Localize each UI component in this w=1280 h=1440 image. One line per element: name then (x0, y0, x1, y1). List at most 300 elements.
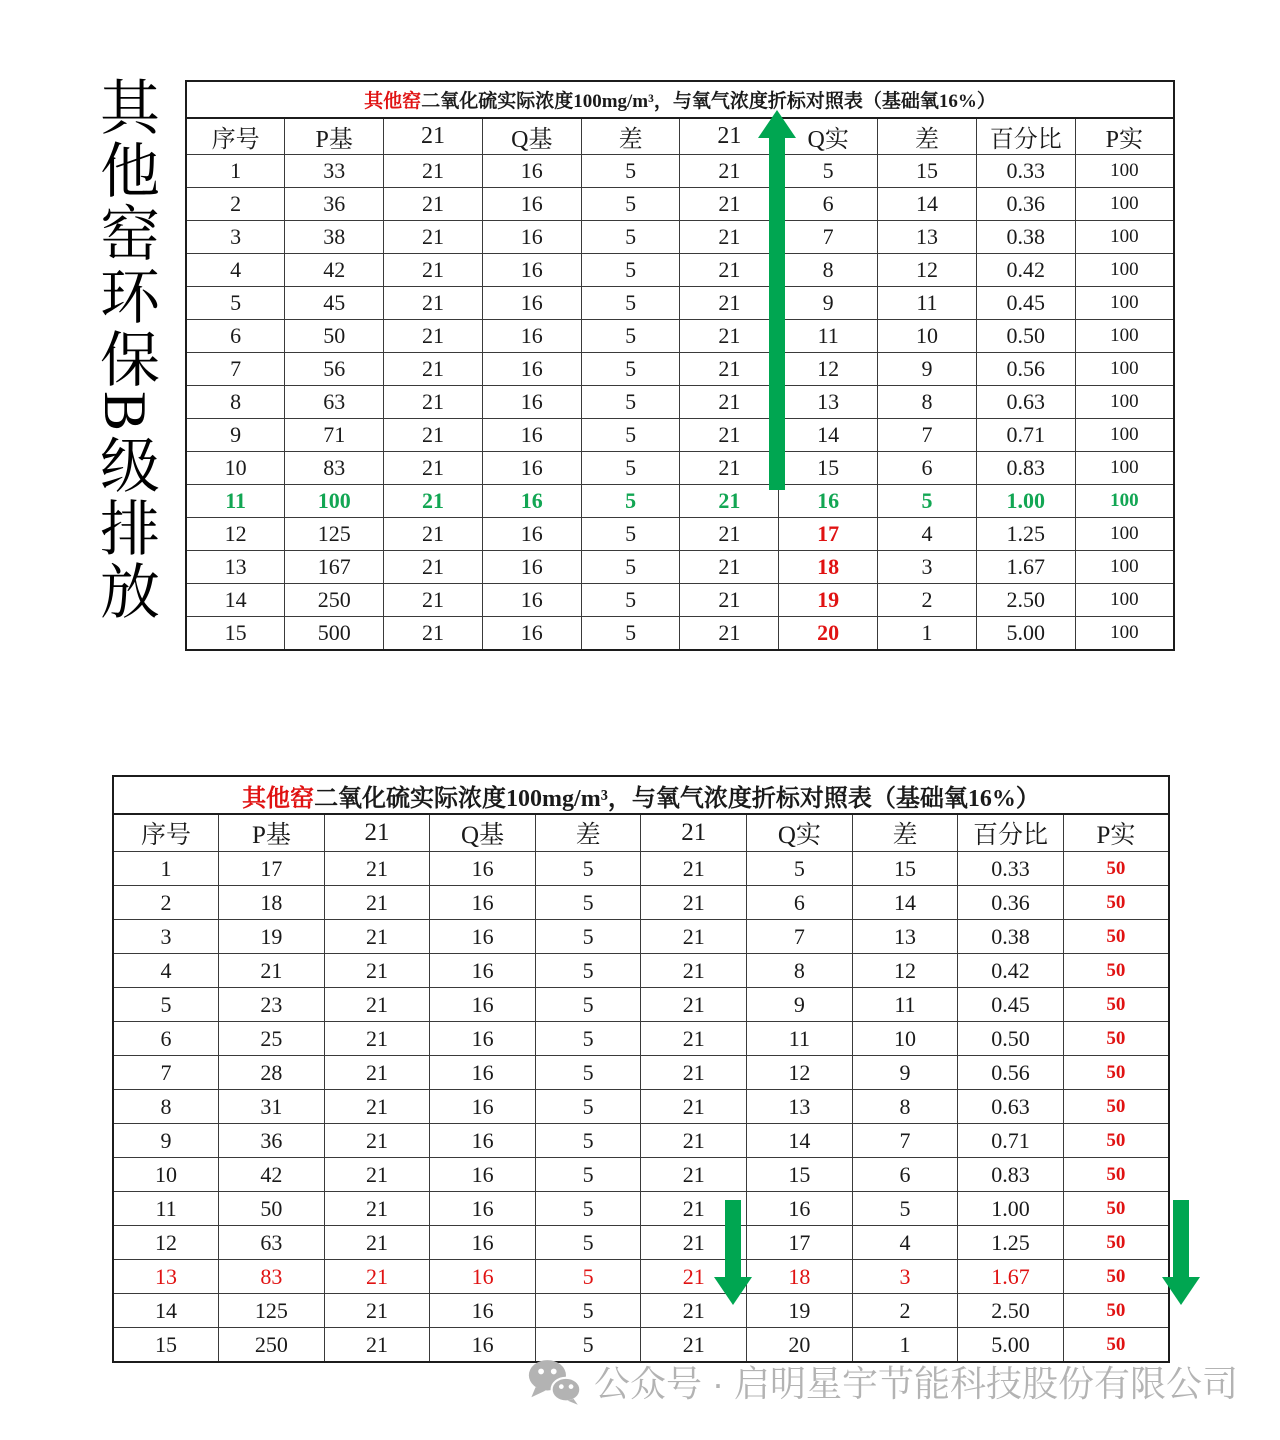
table-cell: 36 (285, 188, 384, 221)
table-cell: 14 (186, 584, 285, 617)
table-cell: 5 (581, 518, 680, 551)
table-cell: 9 (747, 988, 853, 1022)
table-cell: 12 (113, 1226, 219, 1260)
table-cell: 5 (535, 1124, 641, 1158)
column-header: 百分比 (958, 814, 1064, 852)
table-cell: 16 (430, 1090, 536, 1124)
column-header: P基 (219, 814, 325, 852)
table-cell: 4 (852, 1226, 958, 1260)
table-cell: 7 (747, 920, 853, 954)
down-arrow-head (1162, 1277, 1200, 1305)
table-cell: 5 (581, 320, 680, 353)
table-cell: 21 (641, 1022, 747, 1056)
table-cell: 15 (113, 1328, 219, 1363)
table-cell: 50 (1063, 1124, 1169, 1158)
table-cell: 21 (680, 584, 779, 617)
table-row (113, 1090, 1169, 1124)
table-cell: 18 (779, 551, 878, 584)
table-cell: 21 (324, 1056, 430, 1090)
table-cell: 21 (384, 287, 483, 320)
up-arrow-shaft (769, 136, 785, 490)
table-cell: 25 (219, 1022, 325, 1056)
table-cell: 21 (324, 1158, 430, 1192)
table-cell: 0.38 (958, 920, 1064, 954)
table-row (186, 287, 1174, 320)
table-cell: 21 (641, 1158, 747, 1192)
table-cell: 83 (219, 1260, 325, 1294)
down-arrow-shaft (1173, 1200, 1189, 1279)
table-cell: 0.42 (976, 254, 1075, 287)
table-cell: 7 (113, 1056, 219, 1090)
table-cell: 0.50 (958, 1022, 1064, 1056)
table-cell: 16 (430, 1056, 536, 1090)
table-cell: 5 (779, 155, 878, 188)
table-cell: 0.63 (958, 1090, 1064, 1124)
table-cell: 16 (747, 1192, 853, 1226)
table-cell: 21 (680, 452, 779, 485)
table-cell: 31 (219, 1090, 325, 1124)
conversion-table-bottom (112, 775, 1170, 1363)
table-cell: 100 (1075, 353, 1174, 386)
table-cell: 250 (219, 1328, 325, 1363)
up-arrow-icon (758, 110, 796, 490)
table-cell: 3 (113, 920, 219, 954)
down-arrow-icon (714, 1200, 752, 1305)
table-cell: 3 (852, 1260, 958, 1294)
table-cell: 0.42 (958, 954, 1064, 988)
table-cell: 9 (186, 419, 285, 452)
table-cell: 500 (285, 617, 384, 651)
table-row (186, 551, 1174, 584)
table-cell: 9 (113, 1124, 219, 1158)
table-cell: 167 (285, 551, 384, 584)
table-cell: 18 (747, 1260, 853, 1294)
table-cell: 21 (641, 1226, 747, 1260)
table-cell: 50 (1063, 1158, 1169, 1192)
table-cell: 21 (324, 852, 430, 886)
table-row (186, 584, 1174, 617)
table-cell: 5 (581, 617, 680, 651)
table-row (186, 254, 1174, 287)
table-cell: 4 (113, 954, 219, 988)
table-cell: 15 (186, 617, 285, 651)
table-cell: 5 (581, 254, 680, 287)
table-cell: 9 (852, 1056, 958, 1090)
table-cell: 13 (113, 1260, 219, 1294)
table-cell: 50 (219, 1192, 325, 1226)
table-cell: 21 (384, 485, 483, 518)
down-arrow-head (714, 1277, 752, 1305)
table-cell: 125 (219, 1294, 325, 1328)
table-cell: 6 (878, 452, 977, 485)
table-cell: 100 (1075, 419, 1174, 452)
table-cell: 21 (641, 988, 747, 1022)
column-header: Q基 (482, 118, 581, 155)
table-cell: 100 (1075, 320, 1174, 353)
table-title (186, 81, 1174, 118)
table-cell: 16 (482, 386, 581, 419)
table-cell: 50 (1063, 1226, 1169, 1260)
table-cell: 100 (1075, 452, 1174, 485)
table-cell: 14 (852, 886, 958, 920)
table-cell: 14 (878, 188, 977, 221)
table-cell: 0.33 (958, 852, 1064, 886)
table-cell: 100 (1075, 188, 1174, 221)
table-cell: 21 (680, 155, 779, 188)
table-cell: 71 (285, 419, 384, 452)
table-cell: 63 (219, 1226, 325, 1260)
table-cell: 16 (482, 452, 581, 485)
table-cell: 11 (779, 320, 878, 353)
table-cell: 2 (878, 584, 977, 617)
table-cell: 21 (680, 287, 779, 320)
table-cell: 16 (430, 954, 536, 988)
table-cell: 17 (747, 1226, 853, 1260)
table-cell: 16 (430, 1328, 536, 1363)
table-cell: 21 (384, 551, 483, 584)
table-cell: 0.71 (976, 419, 1075, 452)
table-row (186, 353, 1174, 386)
table-title (113, 776, 1169, 814)
table-cell: 5 (581, 221, 680, 254)
table-cell: 0.56 (958, 1056, 1064, 1090)
title-row (186, 81, 1174, 118)
watermark-text: 公众号 · 启明星宇节能科技股份有限公司 (594, 1363, 1238, 1404)
column-header: 序号 (186, 118, 285, 155)
table-cell: 33 (285, 155, 384, 188)
table-row (113, 886, 1169, 920)
header-row (186, 118, 1174, 155)
table-cell: 21 (384, 320, 483, 353)
table-cell: 4 (878, 518, 977, 551)
table-cell: 16 (430, 1158, 536, 1192)
table-cell: 16 (482, 155, 581, 188)
table-cell: 125 (285, 518, 384, 551)
table-cell: 10 (878, 320, 977, 353)
table-cell: 50 (1063, 920, 1169, 954)
table-cell: 21 (680, 419, 779, 452)
table-cell: 21 (641, 954, 747, 988)
table-cell: 9 (878, 353, 977, 386)
table-cell: 1.00 (958, 1192, 1064, 1226)
table-cell: 16 (482, 551, 581, 584)
table-cell: 15 (747, 1158, 853, 1192)
table-cell: 23 (219, 988, 325, 1022)
table-cell: 5 (581, 419, 680, 452)
table-cell: 21 (641, 1192, 747, 1226)
table-cell: 16 (482, 287, 581, 320)
column-header: 差 (535, 814, 641, 852)
table-cell: 50 (1063, 1192, 1169, 1226)
table-cell: 1.67 (958, 1260, 1064, 1294)
table-cell: 5 (581, 353, 680, 386)
column-header: P实 (1075, 118, 1174, 155)
table-cell: 21 (680, 485, 779, 518)
table-cell: 0.56 (976, 353, 1075, 386)
table-cell: 15 (852, 852, 958, 886)
table-cell: 18 (219, 886, 325, 920)
table-cell: 21 (324, 1090, 430, 1124)
table-cell: 21 (680, 353, 779, 386)
table-cell: 21 (641, 886, 747, 920)
table-cell: 21 (680, 551, 779, 584)
table-cell: 7 (878, 419, 977, 452)
table-cell: 21 (680, 518, 779, 551)
table-cell: 11 (852, 988, 958, 1022)
table-cell: 21 (641, 852, 747, 886)
table-cell: 14 (747, 1124, 853, 1158)
table-cell: 0.33 (976, 155, 1075, 188)
table-cell: 2 (186, 188, 285, 221)
table-cell: 5 (535, 1192, 641, 1226)
table-cell: 16 (430, 988, 536, 1022)
table-cell: 50 (1063, 1294, 1169, 1328)
table-row (186, 419, 1174, 452)
table-cell: 0.83 (976, 452, 1075, 485)
table-cell: 13 (747, 1090, 853, 1124)
table-cell: 21 (384, 254, 483, 287)
table-cell: 21 (324, 886, 430, 920)
table-cell: 21 (324, 1294, 430, 1328)
table-cell: 100 (1075, 551, 1174, 584)
table-cell: 21 (680, 188, 779, 221)
table-cell: 0.45 (958, 988, 1064, 1022)
table-cell: 21 (324, 1260, 430, 1294)
table-row (186, 320, 1174, 353)
table-cell: 21 (384, 617, 483, 651)
table-cell: 21 (384, 353, 483, 386)
table-row (186, 485, 1174, 518)
table-cell: 2 (113, 886, 219, 920)
column-header: P实 (1063, 814, 1169, 852)
table-cell: 0.71 (958, 1124, 1064, 1158)
column-header: 差 (852, 814, 958, 852)
column-header: Q基 (430, 814, 536, 852)
table-cell: 100 (1075, 221, 1174, 254)
table-cell: 13 (186, 551, 285, 584)
table-cell: 5 (186, 287, 285, 320)
table-cell: 50 (1063, 1260, 1169, 1294)
column-header: Q实 (747, 814, 853, 852)
table-cell: 7 (186, 353, 285, 386)
table-cell: 63 (285, 386, 384, 419)
column-header: Q实 (779, 118, 878, 155)
table-cell: 36 (219, 1124, 325, 1158)
table-cell: 5.00 (976, 617, 1075, 651)
column-header: P基 (285, 118, 384, 155)
table-cell: 5 (581, 584, 680, 617)
table-cell: 45 (285, 287, 384, 320)
table-cell: 5 (535, 1328, 641, 1363)
table-cell: 16 (430, 1294, 536, 1328)
table-cell: 16 (430, 1192, 536, 1226)
table-cell: 21 (384, 584, 483, 617)
table-cell: 5 (535, 1090, 641, 1124)
table-cell: 50 (1063, 1328, 1169, 1363)
column-header: 21 (641, 814, 747, 852)
table-row (186, 155, 1174, 188)
table-cell: 5 (581, 485, 680, 518)
table-cell: 0.45 (976, 287, 1075, 320)
table-cell: 21 (384, 518, 483, 551)
table-cell: 5 (535, 1226, 641, 1260)
table-row (113, 852, 1169, 886)
table-cell: 0.50 (976, 320, 1075, 353)
table-cell: 6 (779, 188, 878, 221)
table-cell: 16 (430, 1226, 536, 1260)
column-header: 21 (384, 118, 483, 155)
table-row (113, 1192, 1169, 1226)
table-cell: 21 (641, 1328, 747, 1363)
table-cell: 42 (285, 254, 384, 287)
table-cell: 6 (113, 1022, 219, 1056)
table-cell: 100 (1075, 518, 1174, 551)
table-cell: 12 (878, 254, 977, 287)
table-row (113, 954, 1169, 988)
table-cell: 50 (1063, 954, 1169, 988)
table-row (113, 1158, 1169, 1192)
table-cell: 13 (852, 920, 958, 954)
table-cell: 50 (1063, 852, 1169, 886)
table-cell: 4 (186, 254, 285, 287)
table-cell: 21 (324, 954, 430, 988)
table-cell: 16 (430, 852, 536, 886)
table-cell: 21 (641, 1056, 747, 1090)
table-cell: 12 (186, 518, 285, 551)
table-cell: 50 (1063, 1022, 1169, 1056)
wechat-icon (528, 1359, 582, 1405)
table-cell: 50 (1063, 988, 1169, 1022)
table-cell: 5 (535, 1260, 641, 1294)
table-cell: 38 (285, 221, 384, 254)
table-cell: 1 (186, 155, 285, 188)
table-cell: 10 (852, 1022, 958, 1056)
table-cell: 13 (779, 386, 878, 419)
table-cell: 14 (779, 419, 878, 452)
table-cell: 16 (482, 617, 581, 651)
table-cell: 17 (779, 518, 878, 551)
table-cell: 21 (680, 617, 779, 651)
table-cell: 21 (384, 386, 483, 419)
table-cell: 21 (680, 254, 779, 287)
table-cell: 21 (324, 1226, 430, 1260)
column-header: 序号 (113, 814, 219, 852)
table-row (113, 1124, 1169, 1158)
table-cell: 12 (779, 353, 878, 386)
table-cell: 100 (1075, 617, 1174, 651)
table-cell: 16 (482, 485, 581, 518)
table-cell: 21 (324, 1192, 430, 1226)
table-cell: 21 (680, 221, 779, 254)
table-cell: 0.83 (958, 1158, 1064, 1192)
column-header: 差 (581, 118, 680, 155)
table-cell: 6 (852, 1158, 958, 1192)
table-cell: 15 (878, 155, 977, 188)
table-row (113, 988, 1169, 1022)
table-cell: 21 (384, 188, 483, 221)
table-cell: 0.36 (958, 886, 1064, 920)
table-cell: 16 (482, 518, 581, 551)
table-cell: 2.50 (958, 1294, 1064, 1328)
table-cell: 17 (219, 852, 325, 886)
table-cell: 21 (641, 1260, 747, 1294)
table-cell: 5 (535, 1158, 641, 1192)
table-cell: 21 (324, 920, 430, 954)
watermark (528, 1356, 1238, 1407)
table-cell: 2 (852, 1294, 958, 1328)
table-cell: 8 (779, 254, 878, 287)
table-cell: 21 (384, 452, 483, 485)
table-cell: 5 (878, 485, 977, 518)
table-cell: 20 (779, 617, 878, 651)
table-cell: 16 (482, 353, 581, 386)
side-vertical-label: 其他窑环保B级排放 (92, 76, 158, 624)
table-cell: 9 (779, 287, 878, 320)
table-row (113, 1056, 1169, 1090)
table-title-rest: 二氧化硫实际浓度100mg/m³，与氧气浓度折标对照表（基础氧16%） (421, 91, 996, 112)
column-header: 差 (878, 118, 977, 155)
table-cell: 100 (285, 485, 384, 518)
table-row (186, 386, 1174, 419)
table-cell: 100 (1075, 485, 1174, 518)
table-cell: 100 (1075, 287, 1174, 320)
table-cell: 15 (779, 452, 878, 485)
table-cell: 20 (747, 1328, 853, 1363)
up-arrow-head (758, 110, 796, 138)
table-cell: 50 (1063, 1090, 1169, 1124)
table-cell: 100 (1075, 386, 1174, 419)
table-cell: 2.50 (976, 584, 1075, 617)
table-cell: 16 (482, 584, 581, 617)
conversion-table-top (185, 80, 1175, 651)
table-cell: 28 (219, 1056, 325, 1090)
table-row (113, 1260, 1169, 1294)
table-cell: 10 (113, 1158, 219, 1192)
table-cell: 10 (186, 452, 285, 485)
table-cell: 16 (430, 1124, 536, 1158)
table-cell: 5 (535, 1294, 641, 1328)
table-row (113, 1226, 1169, 1260)
column-header: 21 (324, 814, 430, 852)
table-cell: 5.00 (958, 1328, 1064, 1363)
table-cell: 250 (285, 584, 384, 617)
table-cell: 5 (581, 287, 680, 320)
table-cell: 21 (324, 1022, 430, 1056)
column-header: 百分比 (976, 118, 1075, 155)
table-cell: 16 (482, 221, 581, 254)
table-cell: 21 (680, 386, 779, 419)
table-cell: 7 (779, 221, 878, 254)
table-cell: 5 (535, 886, 641, 920)
table-cell: 6 (186, 320, 285, 353)
table-cell: 19 (219, 920, 325, 954)
table-cell: 3 (186, 221, 285, 254)
table-row (113, 920, 1169, 954)
table-cell: 1.67 (976, 551, 1075, 584)
table-cell: 5 (581, 386, 680, 419)
table-cell: 11 (113, 1192, 219, 1226)
table-cell: 8 (113, 1090, 219, 1124)
table-cell: 12 (852, 954, 958, 988)
table-cell: 21 (324, 1328, 430, 1363)
table-row (113, 1294, 1169, 1328)
table-cell: 14 (113, 1294, 219, 1328)
table-cell: 0.38 (976, 221, 1075, 254)
table-cell: 5 (535, 988, 641, 1022)
table-cell: 0.36 (976, 188, 1075, 221)
table-cell: 16 (482, 188, 581, 221)
table-cell: 13 (878, 221, 977, 254)
